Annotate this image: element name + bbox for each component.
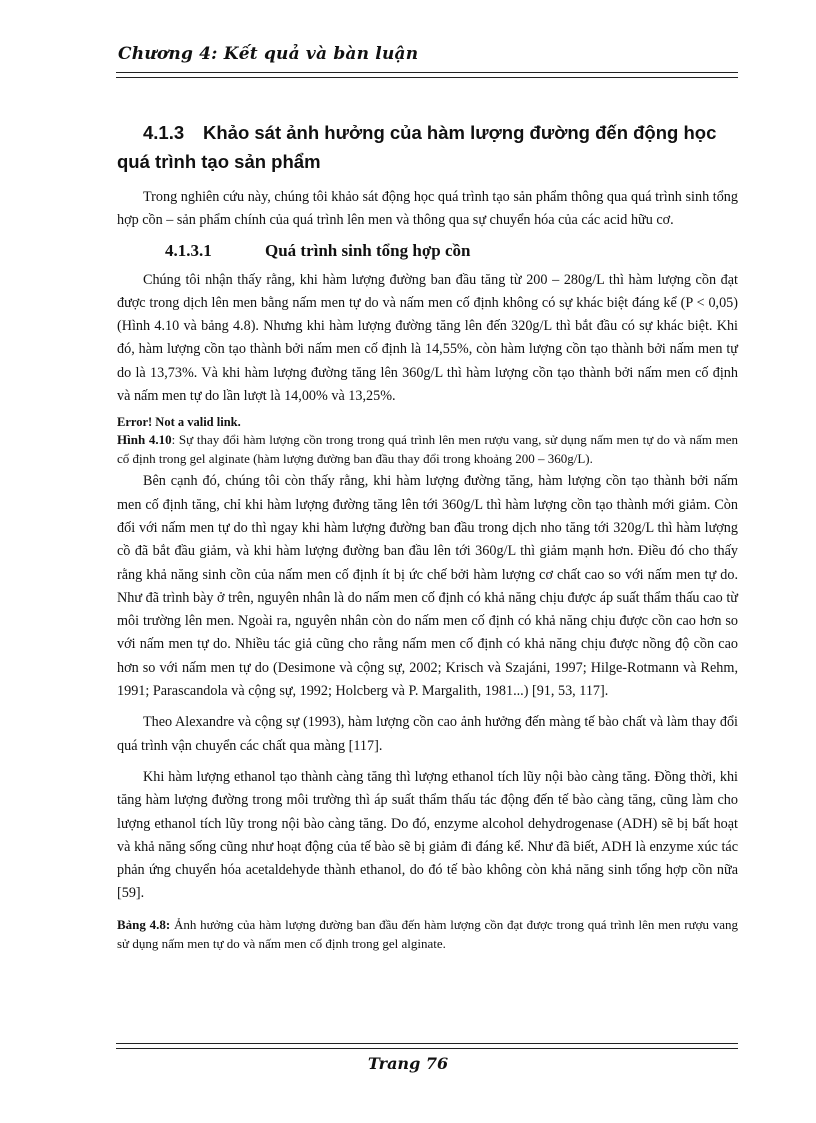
figure-caption-label: Hình 4.10	[117, 432, 172, 448]
paragraph-alexandre: Theo Alexandre và cộng sự (1993), hàm lượng cồn cao ảnh hưởng đến màng tế bào chất và làm thay đổi quá trình vận chuyển các chất qua màng [117].	[117, 714, 738, 754]
footer-rule	[116, 1043, 738, 1049]
table-caption-label: Bảng 4.8:	[117, 916, 171, 932]
error-link-text: Error! Not a valid link.	[117, 415, 241, 430]
chapter-header: Chương 4: Kết quả và bàn luận	[118, 44, 419, 64]
paragraph-alcohol-results: Chúng tôi nhận thấy rằng, khi hàm lượng đường ban đầu tăng từ 200 – 280g/L thì hàm lượng cồn đạt được trong dịch lên men bằng nấm men tự do và nấm men cố định không có sự khác biệt đáng kể (P < 0,05) (Hình 4.10 và bảng 4.8). Nhưng khi hàm lượng đường tăng lên đến 320g/L thì bắt đầu có sự khác biệt. Khi đó, hàm lượng cồn tạo thành bởi nấm men cố định là 14,55%, còn hàm lượng cồn tạo thành bởi nấm men tự do là 13,73%. Và khi hàm lượng đường tăng lên 360g/L thì hàm lượng cồn tạo thành bởi nấm men cố định và nấm men tự do lần lượt là 14,00% và 13,25%.	[117, 271, 738, 405]
page-body	[117, 118, 738, 953]
table-caption-text: Ảnh hưởng của hàm lượng đường ban đầu đến hàm lượng cồn đạt được trong quá trình lên men rượu vang sử dụng nấm men tự do và nấm men cố định trong gel alginate.	[117, 916, 738, 951]
subsection-heading	[165, 239, 738, 263]
paragraph-ethanol: Khi hàm lượng ethanol tạo thành càng tăng thì lượng ethanol tích lũy nội bào càng tăng. Đồng thời, khi tăng hàm lượng đường trong môi trường thì áp suất thẩm thấu tác động đến tế bào càng tăng, cũng làm cho lượng ethanol tích lũy trong nội bào càng tăng. Do đó, enzyme alcohol dehydrogenase (ADH) sẽ bị bất hoạt và khả năng sống cũng như hoạt động của tế bào sẽ bị giảm đi đáng kể. Như đã biết, ADH là enzyme xúc tác phản ứng chuyển hóa acetaldehyde thành ethanol, do đó tế bào không còn khả năng sinh tổng hợp cồn nữa [59].	[117, 768, 738, 902]
subsection-number: 4.1.3.1	[165, 240, 212, 260]
section-heading	[117, 118, 738, 176]
figure-caption	[117, 431, 738, 468]
section-title: Khảo sát ảnh hưởng của hàm lượng đường đến động học quá trình tạo sản phẩm	[117, 122, 717, 172]
subsection-title: Quá trình sinh tổng hợp cồn	[265, 240, 471, 260]
header-rule	[116, 72, 738, 78]
figure-caption-text: : Sự thay đổi hàm lượng cồn trong trong quá trình lên men rượu vang, sử dụng nấm men tự do và nấm men cố định trong gel alginate (hàm lượng đường ban đầu thay đổi trong khoảng 200 – 360g/L).	[117, 432, 738, 466]
page-number: Trang 76	[367, 1054, 449, 1073]
paragraph-discussion: Bên cạnh đó, chúng tôi còn thấy rằng, khi hàm lượng đường tăng, hàm lượng cồn tạo thành bởi nấm men cố định tăng, chỉ khi hàm lượng đường tăng lên tới 360g/L thì hàm lượng cồn tạo thành mới giảm. Còn đối với nấm men tự do thì ngay khi hàm lượng đường ban đầu trong dịch nho tăng tới 320g/L thì hàm lượng cồ đã bắt đầu giảm, và khi hàm lượng đường ban đầu lên tới 360g/L thì giảm mạnh hơn. Điều đó cho thấy rằng khả năng sinh cồn của nấm men cố định ít bị ức chế bởi hàm lượng cơ chất cao so với nấm men tự do. Như đã trình bày ở trên, nguyên nhân là do nấm men cố định có khả năng chịu được áp suất thẩm thấu cao từ môi trường lên men. Ngoài ra, nguyên nhân còn do nấm men cố định có khả năng chịu được cồn cao hơn so với nấm men tự do. Nhiều tác giả cũng cho rằng nấm men cố định có khả năng chịu được nồng độ cồn cao hơn so với nấm men tự do (Desimone và cộng sự, 2002; Krisch và Szajáni, 1997; Hilge-Rotmann và Rehm, 1991; Parascandola và cộng sự, 1992; Holcberg và P. Margalith, 1981...) [91, 53, 117].	[117, 473, 738, 700]
intro-paragraph: Trong nghiên cứu này, chúng tôi khảo sát động học quá trình tạo sản phẩm thông qua quá trình sinh tổng hợp cồn – sản phẩm chính của quá trình lên men và thông qua sự chuyển hóa của các acid hữu cơ.	[117, 189, 738, 229]
table-caption	[117, 915, 738, 953]
section-number: 4.1.3	[143, 122, 185, 143]
